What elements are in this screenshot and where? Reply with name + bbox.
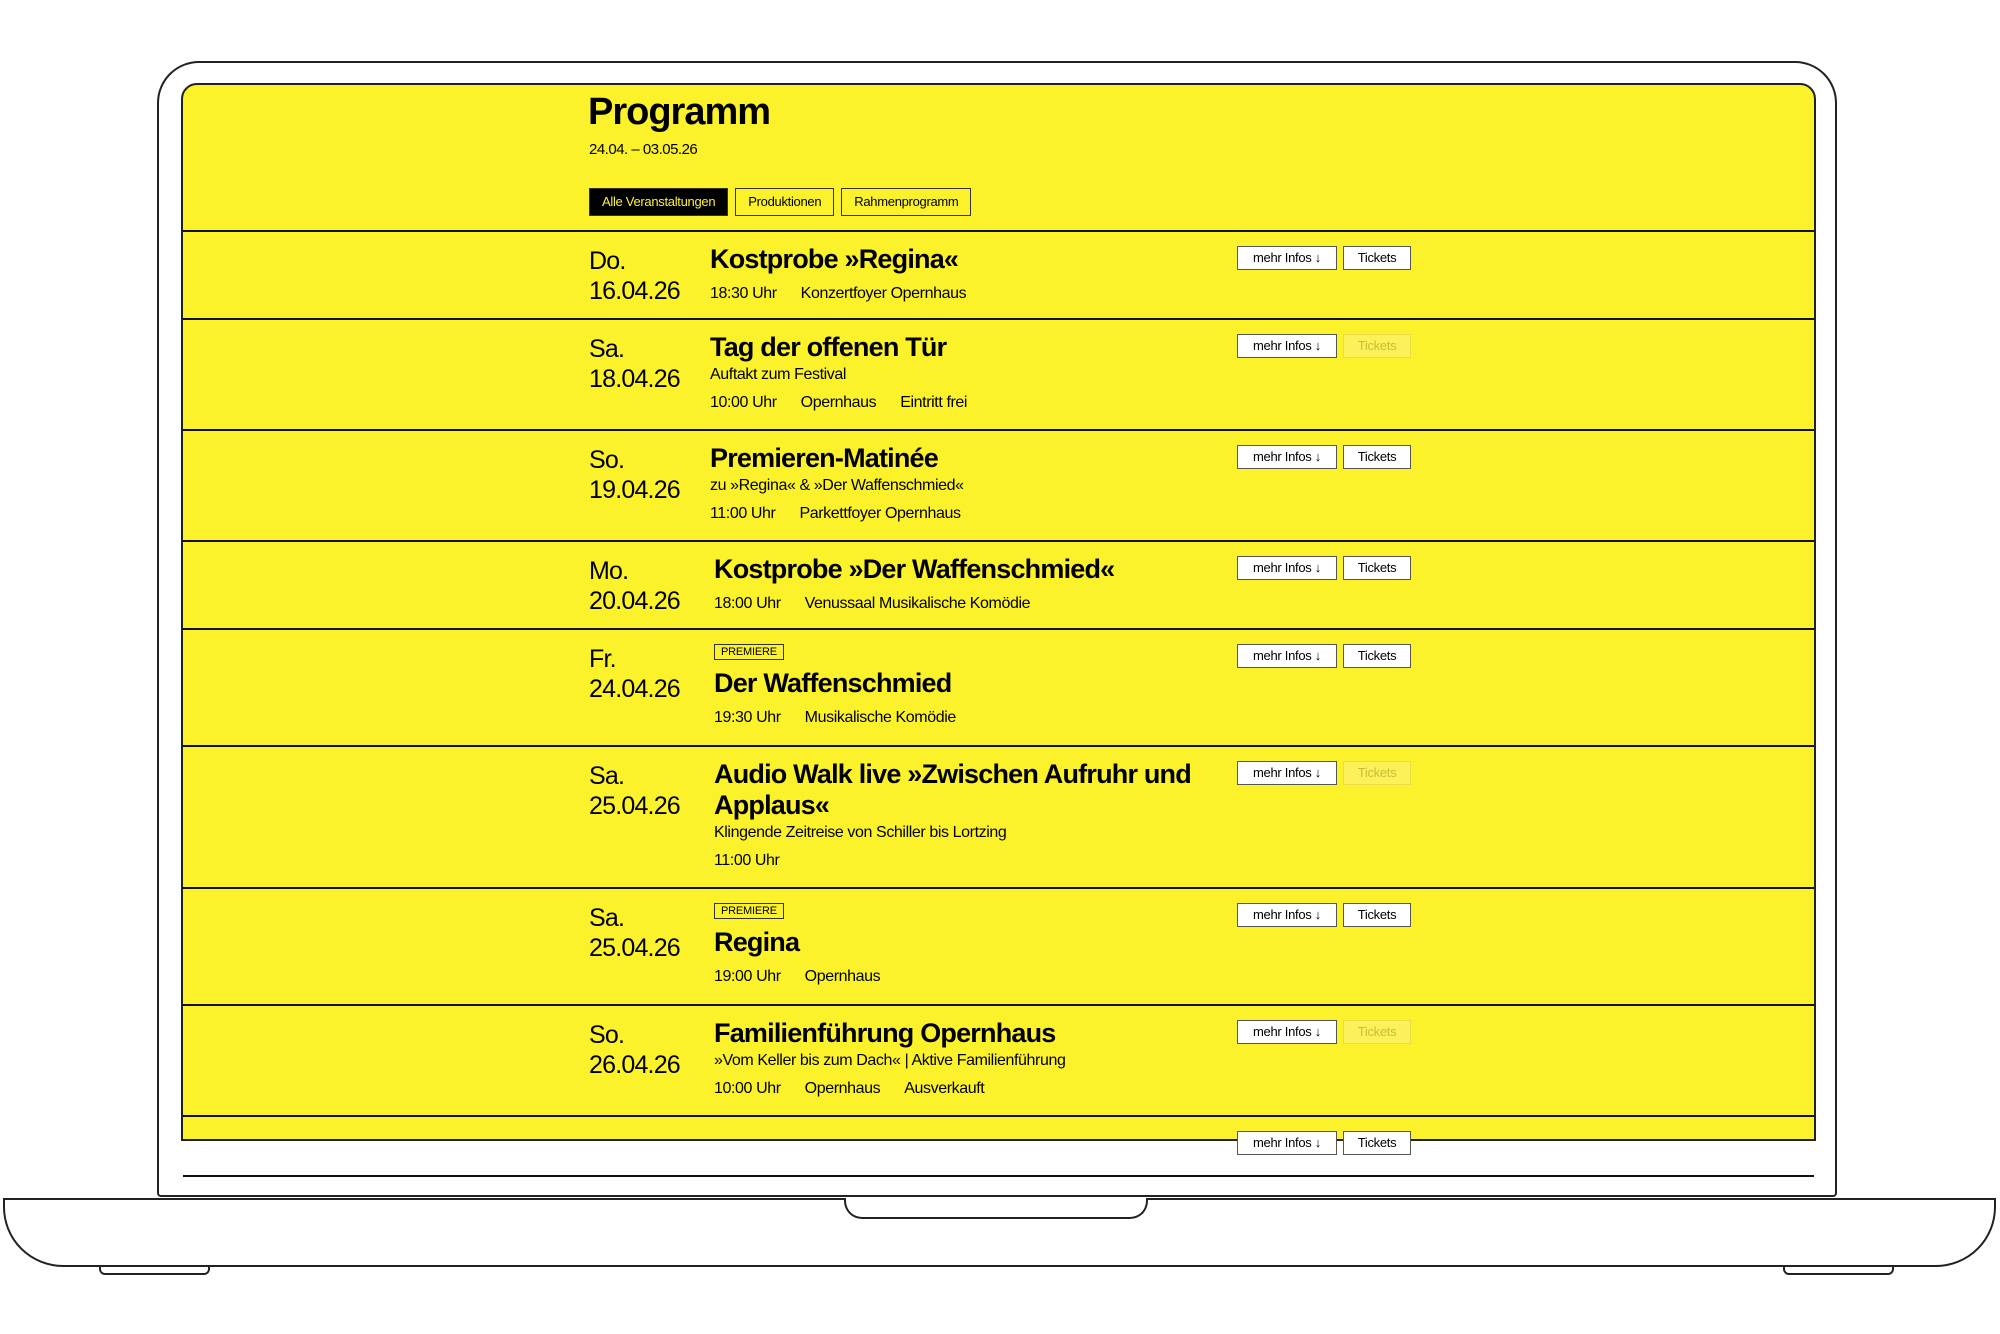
tickets-button[interactable]: Tickets [1343, 1020, 1411, 1044]
event-meta: Parkettfoyer Opernhaus [799, 505, 961, 522]
event-row [183, 889, 1814, 1006]
event-info [710, 332, 1210, 412]
event-row [183, 232, 1814, 320]
event-meta: Opernhaus [800, 394, 877, 411]
event-meta: Musikalische Komödie [804, 709, 956, 726]
tickets-button[interactable]: Tickets [1343, 556, 1411, 580]
premiere-badge: PREMIERE [714, 644, 784, 660]
event-meta: Eintritt frei [900, 394, 968, 411]
event-subtitle: zu »Regina« & »Der Waffenschmied« [710, 477, 964, 494]
event-date [589, 761, 680, 821]
event-meta: 18:30 Uhr [710, 285, 777, 302]
event-date [589, 903, 680, 963]
event-title[interactable]: Audio Walk live »Zwischen Aufruhr und Applaus« [714, 759, 1191, 820]
event-meta: 19:30 Uhr [714, 709, 781, 726]
event-meta: Venussaal Musikalische Komödie [804, 595, 1031, 612]
event-day: 26.04.26 [589, 1051, 680, 1079]
event-title[interactable]: Tag der offenen Tür [710, 332, 947, 362]
event-list [183, 232, 1814, 1117]
event-title[interactable]: Kostprobe »Der Waffenschmied« [714, 554, 1115, 584]
event-day: 18.04.26 [589, 365, 680, 393]
event-date [589, 644, 680, 704]
screen [181, 83, 1816, 1150]
event-meta: Opernhaus [804, 968, 881, 985]
event-weekday: Mo. [589, 557, 629, 585]
event-meta: Ausverkauft [904, 1080, 985, 1097]
event-day: 25.04.26 [589, 792, 680, 820]
event-weekday: So. [589, 446, 625, 474]
event-day: 25.04.26 [589, 934, 680, 962]
event-title[interactable]: Der Waffenschmied [714, 668, 952, 698]
event-meta-line [714, 852, 1214, 870]
premiere-badge: PREMIERE [714, 903, 784, 919]
event-meta: 11:00 Uhr [714, 852, 780, 869]
event-info [714, 554, 1214, 613]
more-info-button[interactable]: mehr Infos ↓ [1237, 761, 1337, 785]
more-info-button[interactable]: mehr Infos ↓ [1237, 1131, 1337, 1155]
event-row [183, 630, 1814, 747]
event-meta: 19:00 Uhr [714, 968, 781, 985]
event-date [589, 1020, 680, 1080]
event-actions [1237, 903, 1411, 927]
event-day: 20.04.26 [589, 587, 680, 615]
event-weekday: Fr. [589, 645, 616, 673]
event-date [589, 246, 680, 306]
tab-alle-veranstaltungen[interactable]: Alle Veranstaltungen [589, 188, 728, 216]
event-row-partial [183, 1117, 1814, 1177]
event-meta-line [714, 595, 1214, 613]
event-weekday: Sa. [589, 335, 625, 363]
event-subtitle: Auftakt zum Festival [710, 366, 847, 383]
tickets-button[interactable]: Tickets [1343, 903, 1411, 927]
filter-tabs [589, 188, 971, 216]
event-actions [1237, 1020, 1411, 1044]
tickets-button[interactable]: Tickets [1343, 644, 1411, 668]
tab-rahmenprogramm[interactable]: Rahmenprogramm [841, 188, 971, 216]
tickets-button[interactable]: Tickets [1343, 1131, 1411, 1155]
event-info [710, 443, 1210, 523]
event-weekday: So. [589, 1021, 625, 1049]
event-actions [1237, 334, 1411, 358]
event-row [183, 747, 1814, 889]
tickets-button[interactable]: Tickets [1343, 334, 1411, 358]
event-title[interactable]: Premieren-Matinée [710, 443, 938, 473]
event-meta-line [714, 709, 1214, 727]
event-actions [1237, 644, 1411, 668]
event-weekday: Do. [589, 247, 626, 275]
event-title[interactable]: Kostprobe »Regina« [710, 244, 959, 274]
tickets-button[interactable]: Tickets [1343, 761, 1411, 785]
event-row [183, 542, 1814, 630]
event-info [714, 1018, 1214, 1098]
event-title[interactable]: Regina [714, 927, 800, 957]
laptop-foot [99, 1266, 210, 1275]
event-meta: 18:00 Uhr [714, 595, 781, 612]
event-meta-line [710, 505, 1210, 523]
event-subtitle: Klingende Zeitreise von Schiller bis Lortzing [714, 824, 1007, 841]
event-day: 24.04.26 [589, 675, 680, 703]
date-range: 24.04. – 03.05.26 [589, 141, 698, 158]
event-meta: Opernhaus [804, 1080, 881, 1097]
event-info [710, 244, 1210, 303]
event-meta: 10:00 Uhr [710, 394, 777, 411]
event-row [183, 431, 1814, 542]
event-date [589, 334, 680, 394]
more-info-button[interactable]: mehr Infos ↓ [1237, 246, 1337, 270]
more-info-button[interactable]: mehr Infos ↓ [1237, 1020, 1337, 1044]
more-info-button[interactable]: mehr Infos ↓ [1237, 903, 1337, 927]
event-weekday: Sa. [589, 762, 625, 790]
program-header [183, 85, 1814, 232]
event-meta: 10:00 Uhr [714, 1080, 781, 1097]
event-weekday: Sa. [589, 904, 625, 932]
event-subtitle: »Vom Keller bis zum Dach« | Aktive Familienführung [714, 1052, 1066, 1069]
more-info-button[interactable]: mehr Infos ↓ [1237, 445, 1337, 469]
laptop-foot [1783, 1266, 1894, 1275]
event-day: 16.04.26 [589, 277, 680, 305]
event-meta: 11:00 Uhr [710, 505, 776, 522]
event-meta-line [714, 1080, 1214, 1098]
tab-produktionen[interactable]: Produktionen [735, 188, 834, 216]
more-info-button[interactable]: mehr Infos ↓ [1237, 334, 1337, 358]
more-info-button[interactable]: mehr Infos ↓ [1237, 644, 1337, 668]
event-actions [1237, 445, 1411, 469]
event-day: 19.04.26 [589, 476, 680, 504]
event-actions [1237, 246, 1411, 270]
event-actions [1237, 761, 1411, 785]
laptop-notch [844, 1198, 1148, 1219]
tickets-button[interactable]: Tickets [1343, 246, 1411, 270]
event-meta-line [710, 285, 1210, 303]
event-date [589, 556, 680, 616]
event-info [714, 642, 1214, 727]
event-meta-line [710, 394, 1210, 412]
event-meta: Konzertfoyer Opernhaus [800, 285, 967, 302]
event-meta-line [714, 968, 1214, 986]
event-actions [1237, 556, 1411, 580]
event-date [589, 445, 680, 505]
event-row [183, 320, 1814, 431]
event-info [714, 901, 1214, 986]
page-title: Programm [588, 91, 771, 133]
tickets-button[interactable]: Tickets [1343, 445, 1411, 469]
event-info [714, 759, 1214, 870]
event-row [183, 1006, 1814, 1117]
event-title[interactable]: Familienführung Opernhaus [714, 1018, 1056, 1048]
more-info-button[interactable]: mehr Infos ↓ [1237, 556, 1337, 580]
